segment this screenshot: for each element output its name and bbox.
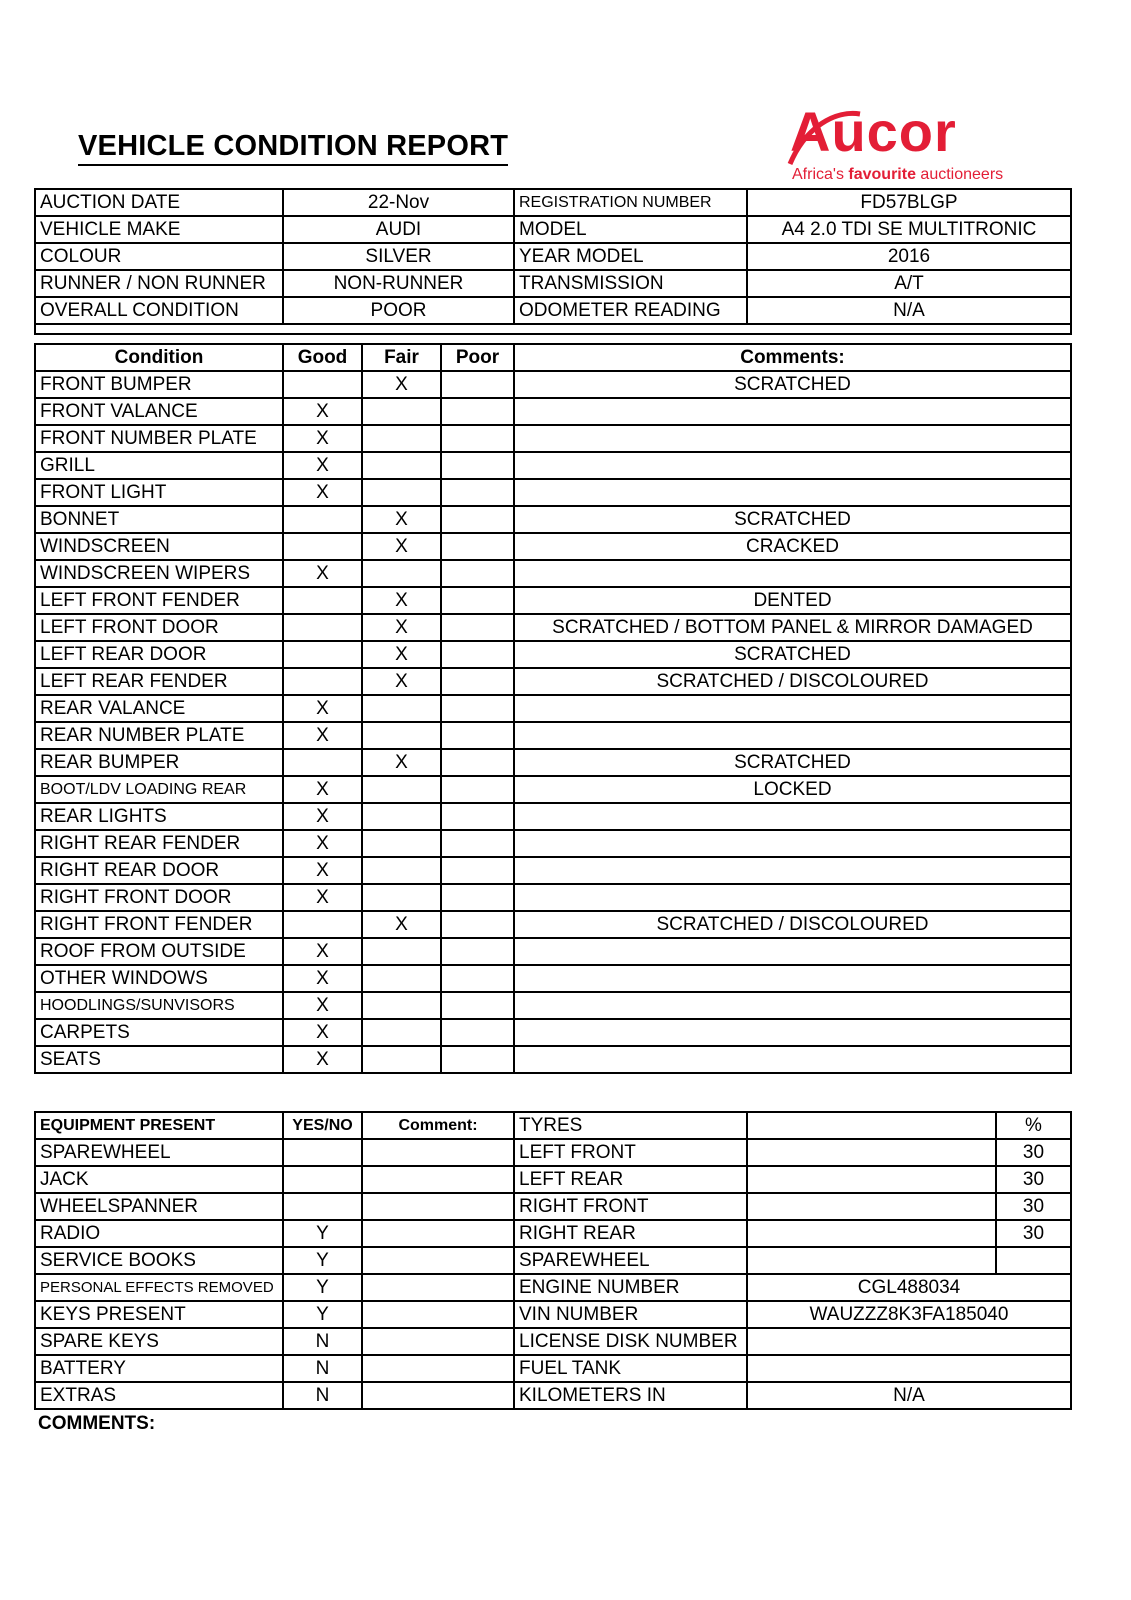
poor-mark xyxy=(441,533,514,560)
condition-item: ROOF FROM OUTSIDE xyxy=(35,938,283,965)
fair-mark: X xyxy=(362,641,441,668)
good-mark: X xyxy=(283,830,362,857)
yesno-value: Y xyxy=(283,1247,362,1274)
fair-mark: X xyxy=(362,749,441,776)
fair-mark xyxy=(362,857,441,884)
equipment-item: BATTERY xyxy=(35,1355,283,1382)
equipment-row xyxy=(35,1220,1071,1247)
tyre-percent: 30 xyxy=(996,1193,1071,1220)
yesno-value xyxy=(283,1193,362,1220)
fair-mark xyxy=(362,425,441,452)
condition-item: RIGHT REAR DOOR xyxy=(35,857,283,884)
fair-mark: X xyxy=(362,614,441,641)
condition-item: HOODLINGS/SUNVISORS xyxy=(35,992,283,1019)
equipment-comment xyxy=(362,1166,514,1193)
fair-mark: X xyxy=(362,506,441,533)
logo-tagline: Africa's favourite auctioneers xyxy=(792,166,1004,183)
yesno-value xyxy=(283,1139,362,1166)
detail-value: N/A xyxy=(747,1382,1071,1409)
condition-item: REAR BUMPER xyxy=(35,749,283,776)
condition-item: LEFT FRONT FENDER xyxy=(35,587,283,614)
info-label: MODEL xyxy=(514,216,747,243)
condition-item: LEFT FRONT DOOR xyxy=(35,614,283,641)
fair-mark xyxy=(362,398,441,425)
fair-mark: X xyxy=(362,668,441,695)
condition-comment xyxy=(514,452,1071,479)
good-mark: X xyxy=(283,695,362,722)
info-label: ODOMETER READING xyxy=(514,297,747,324)
spacer-cell xyxy=(35,324,1071,334)
condition-comment: CRACKED xyxy=(514,533,1071,560)
info-label: REGISTRATION NUMBER xyxy=(514,189,747,216)
condition-item: CARPETS xyxy=(35,1019,283,1046)
condition-row xyxy=(35,560,1071,587)
condition-row xyxy=(35,911,1071,938)
equipment-item: WHEELSPANNER xyxy=(35,1193,283,1220)
condition-comment: SCRATCHED / DISCOLOURED xyxy=(514,911,1071,938)
good-mark xyxy=(283,371,362,398)
condition-comment: SCRATCHED / BOTTOM PANEL & MIRROR DAMAGED xyxy=(514,614,1071,641)
vehicle-info-row xyxy=(35,189,1071,216)
yesno-value: Y xyxy=(283,1220,362,1247)
condition-row xyxy=(35,965,1071,992)
condition-comment xyxy=(514,857,1071,884)
equipment-row xyxy=(35,1328,1071,1355)
poor-mark xyxy=(441,560,514,587)
good-mark: X xyxy=(283,398,362,425)
vehicle-info-row xyxy=(35,270,1071,297)
good-mark: X xyxy=(283,425,362,452)
equipment-comment xyxy=(362,1328,514,1355)
good-mark: X xyxy=(283,857,362,884)
condition-item: RIGHT REAR FENDER xyxy=(35,830,283,857)
detail-label: RIGHT REAR xyxy=(514,1220,747,1247)
condition-comment xyxy=(514,830,1071,857)
poor-mark xyxy=(441,749,514,776)
tyre-percent xyxy=(996,1247,1071,1274)
yesno-header: YES/NO xyxy=(283,1112,362,1139)
fair-mark: X xyxy=(362,533,441,560)
detail-label: SPAREWHEEL xyxy=(514,1247,747,1274)
condition-item: BONNET xyxy=(35,506,283,533)
info-label: YEAR MODEL xyxy=(514,243,747,270)
equipment-header-row xyxy=(35,1112,1071,1139)
equipment-comment xyxy=(362,1193,514,1220)
percent-header: % xyxy=(996,1112,1071,1139)
good-mark: X xyxy=(283,479,362,506)
condition-item: RIGHT FRONT FENDER xyxy=(35,911,283,938)
fair-mark xyxy=(362,722,441,749)
aucor-logo xyxy=(790,100,1050,190)
condition-comment xyxy=(514,722,1071,749)
detail-label: LEFT REAR xyxy=(514,1166,747,1193)
good-mark: X xyxy=(283,1019,362,1046)
equipment-item: SERVICE BOOKS xyxy=(35,1247,283,1274)
poor-mark xyxy=(441,1019,514,1046)
poor-mark xyxy=(441,695,514,722)
poor-mark xyxy=(441,992,514,1019)
condition-header: Condition xyxy=(35,344,283,371)
condition-item: FRONT BUMPER xyxy=(35,371,283,398)
equipment-item: JACK xyxy=(35,1166,283,1193)
fair-mark xyxy=(362,776,441,803)
detail-value xyxy=(747,1247,996,1274)
detail-value xyxy=(747,1355,1071,1382)
condition-item: OTHER WINDOWS xyxy=(35,965,283,992)
condition-row xyxy=(35,776,1071,803)
condition-item: SEATS xyxy=(35,1046,283,1073)
fair-mark: X xyxy=(362,911,441,938)
detail-label: FUEL TANK xyxy=(514,1355,747,1382)
equipment-row xyxy=(35,1193,1071,1220)
fair-mark xyxy=(362,965,441,992)
info-label: VEHICLE MAKE xyxy=(35,216,283,243)
logo-wordmark: Aucor xyxy=(790,100,957,163)
equipment-comment xyxy=(362,1139,514,1166)
condition-row xyxy=(35,803,1071,830)
equipment-item: PERSONAL EFFECTS REMOVED xyxy=(35,1274,283,1301)
equipment-item: KEYS PRESENT xyxy=(35,1301,283,1328)
good-mark xyxy=(283,506,362,533)
detail-value xyxy=(747,1139,996,1166)
condition-row xyxy=(35,830,1071,857)
poor-mark xyxy=(441,425,514,452)
condition-item: REAR VALANCE xyxy=(35,695,283,722)
condition-row xyxy=(35,992,1071,1019)
tyres-value-header xyxy=(747,1112,996,1139)
info-label: OVERALL CONDITION xyxy=(35,297,283,324)
tyres-header: TYRES xyxy=(514,1112,747,1139)
condition-row xyxy=(35,1019,1071,1046)
condition-row xyxy=(35,479,1071,506)
condition-comment xyxy=(514,992,1071,1019)
condition-item: LEFT REAR DOOR xyxy=(35,641,283,668)
good-mark xyxy=(283,641,362,668)
condition-comment xyxy=(514,398,1071,425)
good-mark xyxy=(283,749,362,776)
detail-value xyxy=(747,1166,996,1193)
detail-value xyxy=(747,1328,1071,1355)
info-label: RUNNER / NON RUNNER xyxy=(35,270,283,297)
equipment-comment xyxy=(362,1355,514,1382)
condition-row xyxy=(35,1046,1071,1073)
equipment-item: EXTRAS xyxy=(35,1382,283,1409)
condition-item: FRONT LIGHT xyxy=(35,479,283,506)
condition-header-row xyxy=(35,344,1071,371)
good-mark: X xyxy=(283,452,362,479)
good-mark: X xyxy=(283,965,362,992)
fair-mark xyxy=(362,884,441,911)
yesno-value: N xyxy=(283,1328,362,1355)
poor-mark xyxy=(441,722,514,749)
good-header: Good xyxy=(283,344,362,371)
condition-comment xyxy=(514,884,1071,911)
vehicle-info-table xyxy=(34,188,1072,335)
condition-row xyxy=(35,749,1071,776)
poor-mark xyxy=(441,479,514,506)
fair-mark xyxy=(362,830,441,857)
poor-mark xyxy=(441,830,514,857)
condition-item: GRILL xyxy=(35,452,283,479)
yesno-value: Y xyxy=(283,1301,362,1328)
poor-mark xyxy=(441,965,514,992)
equipment-row xyxy=(35,1166,1071,1193)
condition-comment xyxy=(514,1046,1071,1073)
poor-mark xyxy=(441,884,514,911)
spacer-row xyxy=(35,324,1071,334)
equipment-row xyxy=(35,1274,1071,1301)
condition-comment xyxy=(514,938,1071,965)
condition-item: WINDSCREEN xyxy=(35,533,283,560)
info-value: A4 2.0 TDI SE MULTITRONIC xyxy=(747,216,1071,243)
equipment-table xyxy=(34,1111,1072,1410)
poor-mark xyxy=(441,776,514,803)
poor-mark xyxy=(441,668,514,695)
condition-comment: SCRATCHED xyxy=(514,641,1071,668)
condition-row xyxy=(35,722,1071,749)
condition-comment: SCRATCHED xyxy=(514,749,1071,776)
info-label: TRANSMISSION xyxy=(514,270,747,297)
condition-comment: DENTED xyxy=(514,587,1071,614)
condition-row xyxy=(35,695,1071,722)
detail-label: LEFT FRONT xyxy=(514,1139,747,1166)
vehicle-info-row xyxy=(35,297,1071,324)
poor-mark xyxy=(441,803,514,830)
poor-mark xyxy=(441,641,514,668)
fair-header: Fair xyxy=(362,344,441,371)
equipment-comment xyxy=(362,1220,514,1247)
yesno-value: Y xyxy=(283,1274,362,1301)
condition-item: LEFT REAR FENDER xyxy=(35,668,283,695)
condition-row xyxy=(35,533,1071,560)
equipment-comment xyxy=(362,1274,514,1301)
fair-mark xyxy=(362,1019,441,1046)
info-value: 2016 xyxy=(747,243,1071,270)
yesno-value: N xyxy=(283,1382,362,1409)
vehicle-info-row xyxy=(35,243,1071,270)
info-value: 22-Nov xyxy=(283,189,514,216)
poor-mark xyxy=(441,1046,514,1073)
condition-row xyxy=(35,587,1071,614)
equipment-item: SPARE KEYS xyxy=(35,1328,283,1355)
good-mark xyxy=(283,533,362,560)
fair-mark xyxy=(362,803,441,830)
equipment-row xyxy=(35,1139,1071,1166)
condition-table xyxy=(34,343,1072,1074)
tyre-percent: 30 xyxy=(996,1166,1071,1193)
condition-row xyxy=(35,506,1071,533)
poor-mark xyxy=(441,857,514,884)
condition-comment xyxy=(514,425,1071,452)
detail-value: WAUZZZ8K3FA185040 xyxy=(747,1301,1071,1328)
condition-item: BOOT/LDV LOADING REAR xyxy=(35,776,283,803)
good-mark: X xyxy=(283,1046,362,1073)
condition-row xyxy=(35,857,1071,884)
fair-mark xyxy=(362,992,441,1019)
equipment-row xyxy=(35,1301,1071,1328)
report-title: VEHICLE CONDITION REPORT xyxy=(78,130,508,166)
good-mark: X xyxy=(283,803,362,830)
equipment-comment xyxy=(362,1247,514,1274)
poor-mark xyxy=(441,587,514,614)
detail-value xyxy=(747,1220,996,1247)
detail-label: ENGINE NUMBER xyxy=(514,1274,747,1301)
info-value: NON-RUNNER xyxy=(283,270,514,297)
info-value: N/A xyxy=(747,297,1071,324)
detail-label: VIN NUMBER xyxy=(514,1301,747,1328)
detail-label: RIGHT FRONT xyxy=(514,1193,747,1220)
detail-label: KILOMETERS IN xyxy=(514,1382,747,1409)
poor-header: Poor xyxy=(441,344,514,371)
fair-mark xyxy=(362,479,441,506)
good-mark: X xyxy=(283,884,362,911)
condition-row xyxy=(35,938,1071,965)
condition-row xyxy=(35,371,1071,398)
condition-comment xyxy=(514,695,1071,722)
condition-item: FRONT NUMBER PLATE xyxy=(35,425,283,452)
good-mark xyxy=(283,587,362,614)
condition-comment xyxy=(514,560,1071,587)
condition-comment xyxy=(514,803,1071,830)
yesno-value: N xyxy=(283,1355,362,1382)
tyre-percent: 30 xyxy=(996,1139,1071,1166)
fair-mark: X xyxy=(362,587,441,614)
condition-row xyxy=(35,614,1071,641)
yesno-value xyxy=(283,1166,362,1193)
condition-comment xyxy=(514,479,1071,506)
detail-label: LICENSE DISK NUMBER xyxy=(514,1328,747,1355)
condition-comment xyxy=(514,965,1071,992)
condition-comment: SCRATCHED xyxy=(514,371,1071,398)
condition-row xyxy=(35,884,1071,911)
fair-mark xyxy=(362,1046,441,1073)
equipment-item: RADIO xyxy=(35,1220,283,1247)
condition-row xyxy=(35,425,1071,452)
fair-mark xyxy=(362,695,441,722)
comments-header: Comments: xyxy=(514,344,1071,371)
info-value: SILVER xyxy=(283,243,514,270)
condition-item: WINDSCREEN WIPERS xyxy=(35,560,283,587)
vehicle-info-row xyxy=(35,216,1071,243)
fair-mark: X xyxy=(362,371,441,398)
info-value: AUDI xyxy=(283,216,514,243)
condition-item: REAR NUMBER PLATE xyxy=(35,722,283,749)
good-mark: X xyxy=(283,560,362,587)
condition-item: RIGHT FRONT DOOR xyxy=(35,884,283,911)
poor-mark xyxy=(441,452,514,479)
poor-mark xyxy=(441,614,514,641)
good-mark xyxy=(283,668,362,695)
equipment-row xyxy=(35,1247,1071,1274)
equipment-row xyxy=(35,1355,1071,1382)
fair-mark xyxy=(362,452,441,479)
condition-row xyxy=(35,641,1071,668)
condition-comment: SCRATCHED / DISCOLOURED xyxy=(514,668,1071,695)
fair-mark xyxy=(362,560,441,587)
good-mark: X xyxy=(283,992,362,1019)
poor-mark xyxy=(441,371,514,398)
poor-mark xyxy=(441,398,514,425)
condition-row xyxy=(35,668,1071,695)
poor-mark xyxy=(441,506,514,533)
condition-comment: SCRATCHED xyxy=(514,506,1071,533)
poor-mark xyxy=(441,938,514,965)
equipment-comment xyxy=(362,1382,514,1409)
good-mark: X xyxy=(283,722,362,749)
good-mark xyxy=(283,911,362,938)
condition-row xyxy=(35,398,1071,425)
info-value: FD57BLGP xyxy=(747,189,1071,216)
condition-comment: LOCKED xyxy=(514,776,1071,803)
info-label: COLOUR xyxy=(35,243,283,270)
info-label: AUCTION DATE xyxy=(35,189,283,216)
condition-item: REAR LIGHTS xyxy=(35,803,283,830)
detail-value: CGL488034 xyxy=(747,1274,1071,1301)
comments-label: COMMENTS: xyxy=(38,1413,156,1434)
fair-mark xyxy=(362,938,441,965)
info-value: POOR xyxy=(283,297,514,324)
good-mark: X xyxy=(283,938,362,965)
equipment-header: EQUIPMENT PRESENT xyxy=(35,1112,283,1139)
equipment-item: SPAREWHEEL xyxy=(35,1139,283,1166)
detail-value xyxy=(747,1193,996,1220)
condition-comment xyxy=(514,1019,1071,1046)
equipment-row xyxy=(35,1382,1071,1409)
good-mark: X xyxy=(283,776,362,803)
info-value: A/T xyxy=(747,270,1071,297)
equipment-comment-header: Comment: xyxy=(362,1112,514,1139)
good-mark xyxy=(283,614,362,641)
poor-mark xyxy=(441,911,514,938)
tyre-percent: 30 xyxy=(996,1220,1071,1247)
condition-row xyxy=(35,452,1071,479)
condition-item: FRONT VALANCE xyxy=(35,398,283,425)
equipment-comment xyxy=(362,1301,514,1328)
